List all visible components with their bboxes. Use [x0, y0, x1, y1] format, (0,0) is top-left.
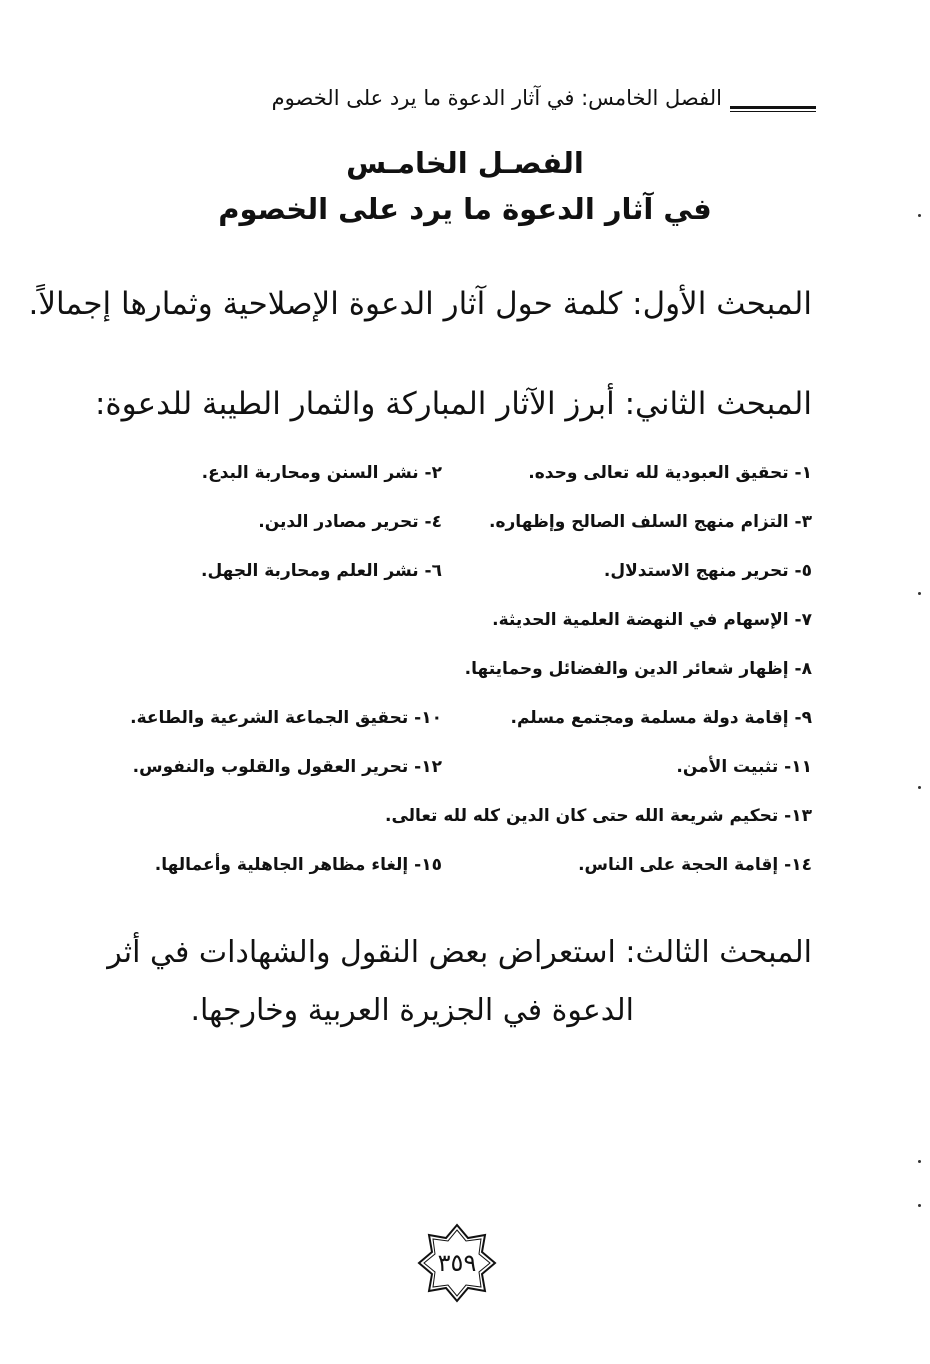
running-header-text: الفصل الخامس: في آثار الدعوة ما يرد على الخصوم: [271, 86, 722, 110]
list-item: ٥- تحرير منهج الاستدلال.: [603, 560, 812, 581]
list-row: [132, 448, 812, 497]
list-item: ١١- تثبيت الأمن.: [676, 756, 812, 777]
list-item: ١- تحقيق العبودية لله تعالى وحده.: [528, 462, 812, 483]
list-item: ٧- الإسهام في النهضة العلمية الحديثة.: [492, 609, 812, 630]
list-item: ٨- إظهار شعائر الدين والفضائل وحمايتها.: [464, 658, 812, 679]
section-heading-third-line-2: الدعوة في الجزيرة العربية وخارجها.: [190, 993, 634, 1028]
list-item: ٤- تحرير مصادر الدين.: [258, 511, 442, 532]
list-item: ١٤- إقامة الحجة على الناس.: [578, 854, 812, 875]
list-item: ٢- نشر السنن ومحاربة البدع.: [201, 462, 442, 483]
list-item: ١٣- تحكيم شريعة الله حتى كان الدين كله لله تعالى.: [385, 805, 812, 826]
list-item: ٩- إقامة دولة مسلمة ومجتمع مسلم.: [510, 707, 812, 728]
list-item: ٦- نشر العلم ومحاربة الجهل.: [201, 560, 442, 581]
points-list: [132, 448, 812, 889]
list-item: ١٢- تحرير العقول والقلوب والنفوس.: [132, 756, 442, 777]
running-header: [110, 78, 816, 118]
chapter-title: [0, 140, 930, 232]
list-row: [132, 546, 812, 595]
page-number-ornament: [415, 1221, 499, 1305]
margin-dot: [918, 1204, 921, 1207]
list-row: [132, 840, 812, 889]
margin-dot: [918, 1160, 921, 1163]
list-row: [132, 595, 812, 644]
section-heading-second: المبحث الثاني: أبرز الآثار المباركة والثمار الطيبة للدعوة:: [94, 386, 812, 422]
margin-dot: [918, 592, 921, 595]
section-heading-first: المبحث الأول: كلمة حول آثار الدعوة الإصلاحية وثمارها إجمالاً.: [28, 286, 812, 322]
header-rule: [730, 106, 816, 112]
list-row: [132, 644, 812, 693]
margin-dot: [918, 786, 921, 789]
chapter-title-line-1: الفصـل الخامـس: [346, 146, 584, 180]
list-item: ١٠- تحقيق الجماعة الشرعية والطاعة.: [130, 707, 442, 728]
page-number: ٣٥٩: [437, 1249, 477, 1277]
list-item: ٣- التزام منهج السلف الصالح وإظهاره.: [489, 511, 812, 532]
list-row: [132, 742, 812, 791]
section-heading-third-line-1: المبحث الثالث: استعراض بعض النقول والشهادات في أثر: [107, 935, 812, 970]
list-row: [132, 791, 812, 840]
list-row: [132, 693, 812, 742]
list-row: [132, 497, 812, 546]
section-heading-third: [102, 924, 812, 1040]
chapter-title-line-2: في آثار الدعوة ما يرد على الخصوم: [218, 192, 712, 226]
margin-dot: [918, 214, 921, 217]
list-item: ١٥- إلغاء مظاهر الجاهلية وأعمالها.: [154, 854, 442, 875]
